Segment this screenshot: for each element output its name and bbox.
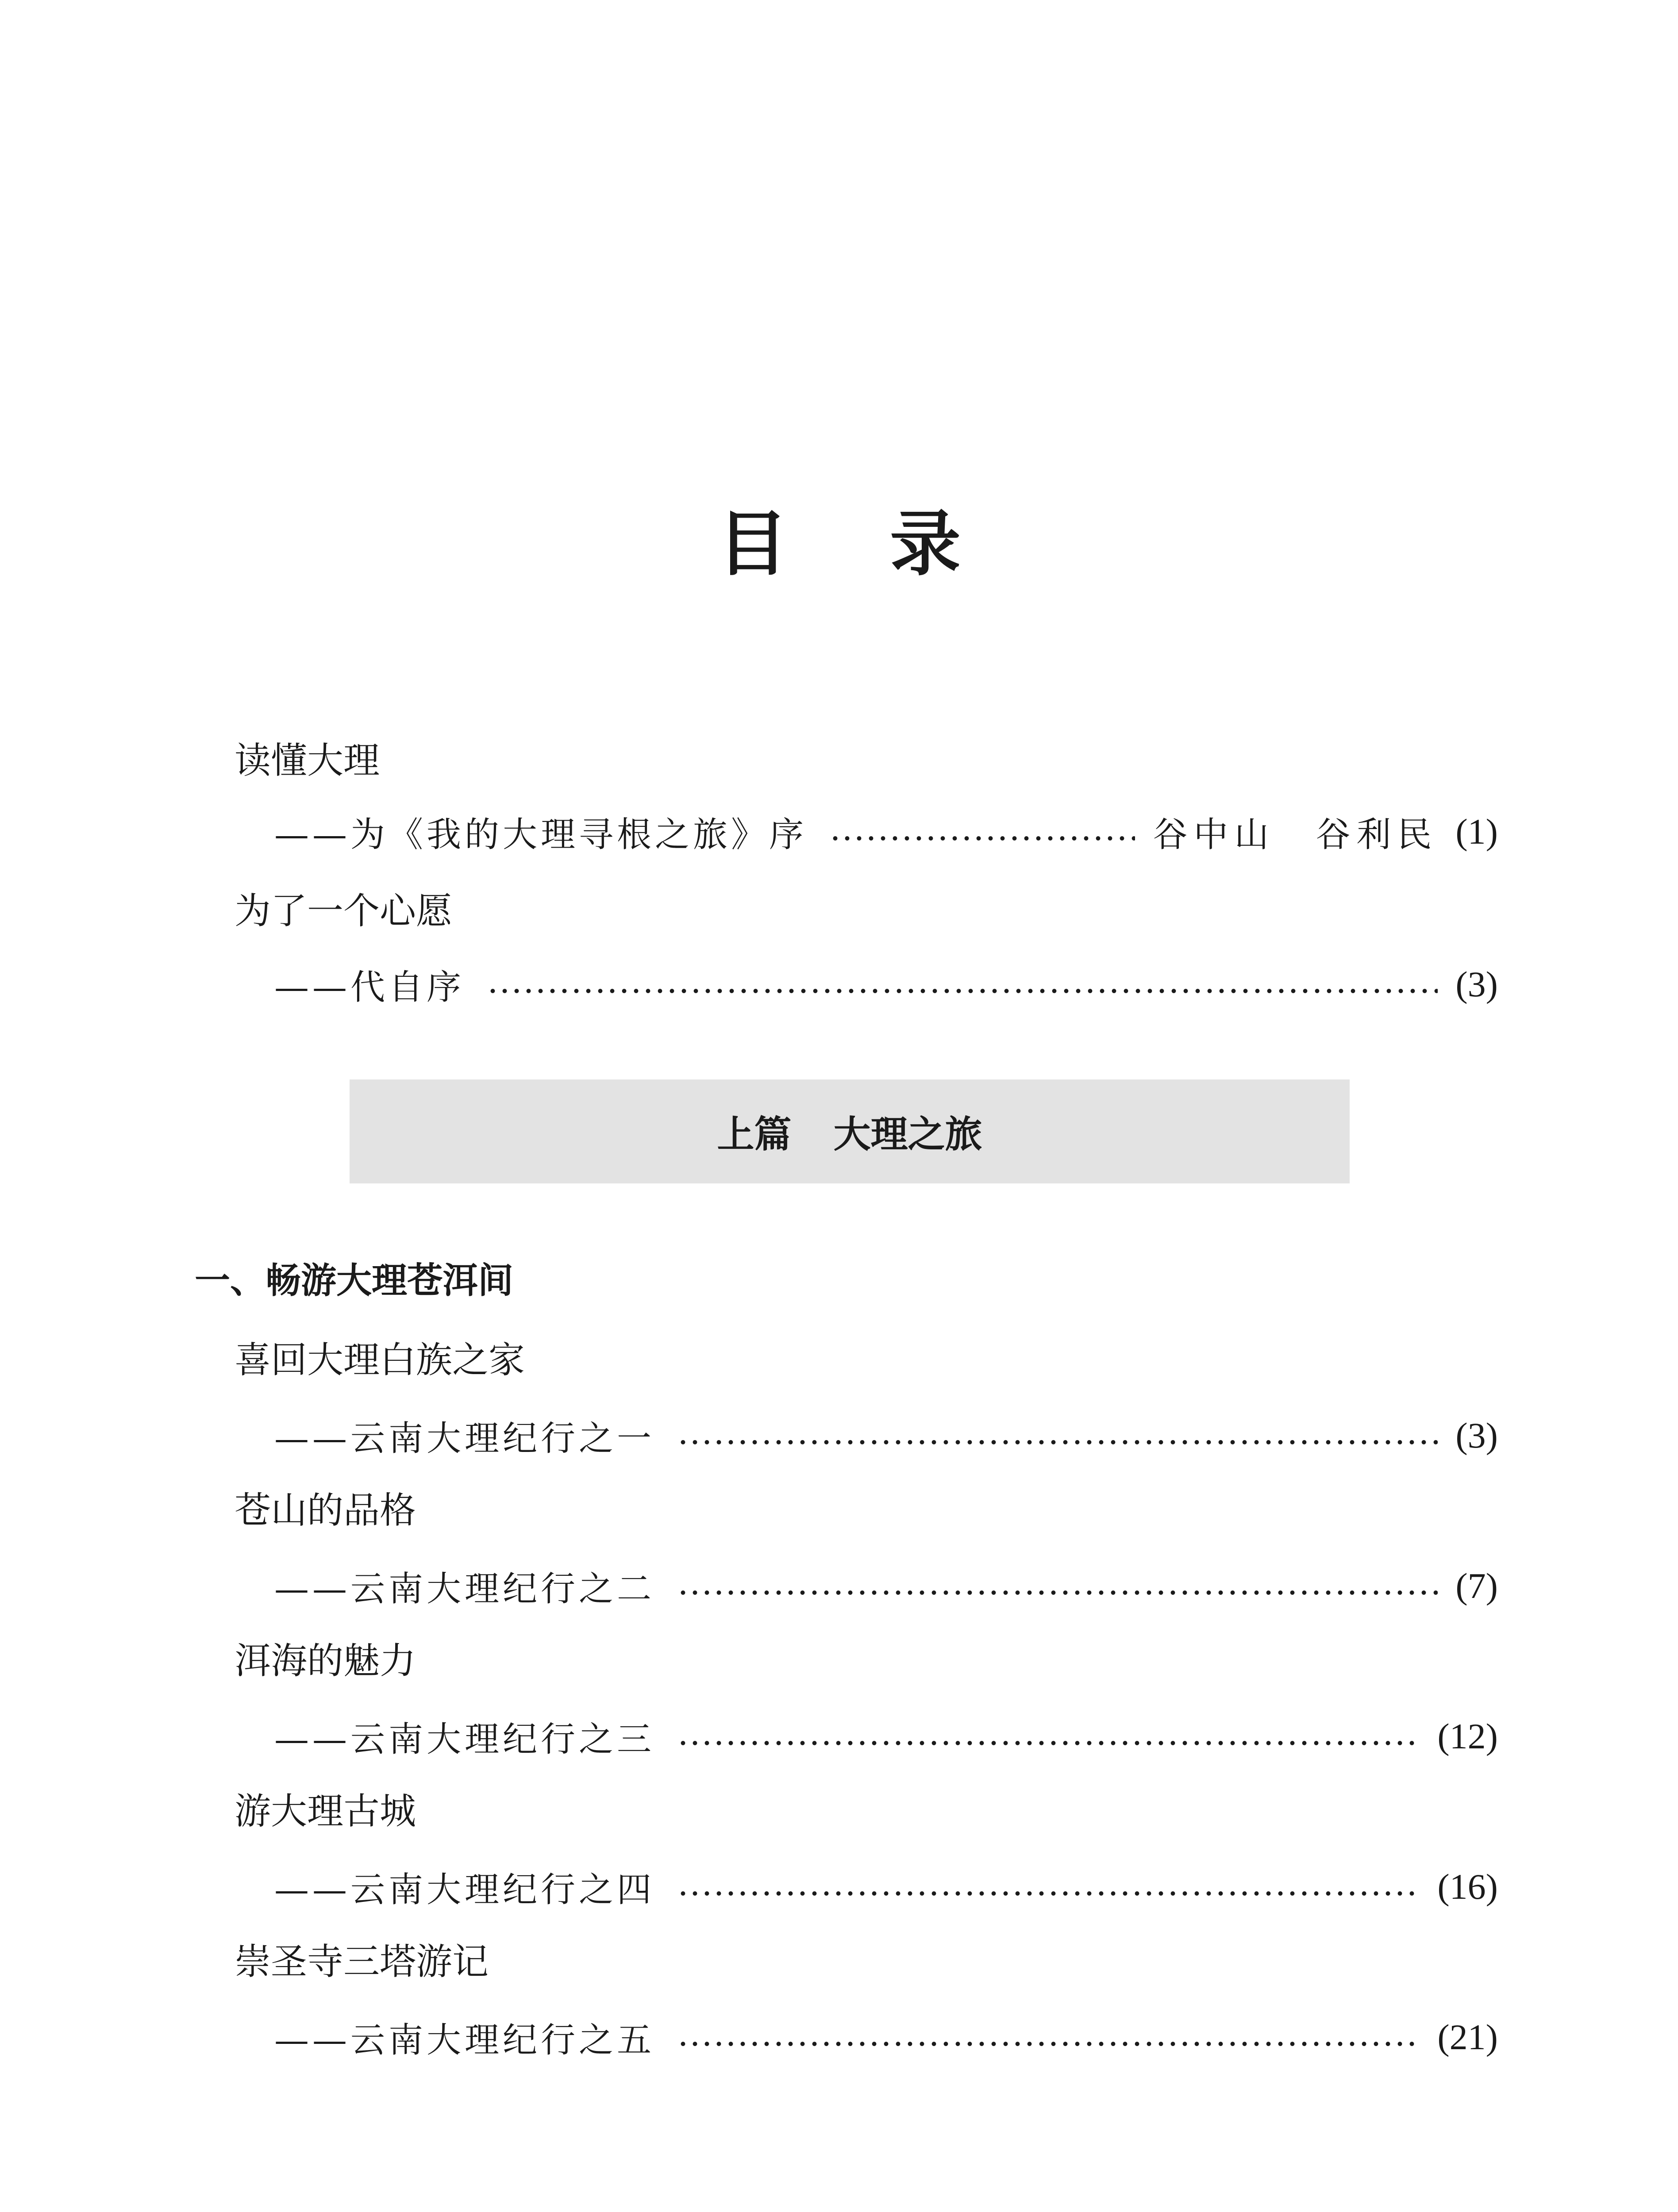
toc-entry-title[interactable]: 崇圣寺三塔游记 (235, 1941, 489, 1983)
toc-entry-title[interactable]: 为了一个心愿 (235, 890, 453, 932)
toc-entry-subtitle: ——云南大理纪行之二 (274, 1569, 655, 1609)
title-char-2: 录 (890, 503, 961, 585)
toc-entry-row[interactable] (274, 807, 1498, 856)
toc-entry-page: (12) (1437, 1716, 1498, 1756)
toc-entry-subtitle: ——云南大理纪行之五 (274, 2020, 655, 2060)
toc-entry-row[interactable] (274, 2013, 1498, 2062)
toc-entry-page: (7) (1455, 1566, 1498, 1606)
part-label: 上篇 (717, 1113, 792, 1156)
dot-leader (677, 1739, 1420, 1747)
dot-leader (677, 1588, 1438, 1597)
toc-entry-title[interactable]: 读懂大理 (235, 740, 380, 782)
part-name: 大理之旅 (833, 1113, 982, 1156)
toc-entry-page: (21) (1437, 2017, 1498, 2057)
toc-entry-subtitle: ——为《我的大理寻根之旅》序 (274, 815, 808, 855)
toc-entry-row[interactable] (274, 960, 1498, 1009)
toc-entry-row[interactable] (274, 1411, 1498, 1460)
dot-leader (829, 834, 1135, 843)
toc-entry-page: (3) (1455, 964, 1498, 1004)
toc-entry-row[interactable] (274, 1712, 1498, 1761)
toc-entry-page: (1) (1455, 811, 1498, 852)
toc-entry-row[interactable] (274, 1863, 1498, 1911)
toc-entry-subtitle: ——代自序 (274, 968, 465, 1007)
dot-leader (677, 2039, 1420, 2048)
toc-entry-title[interactable]: 洱海的魅力 (235, 1640, 416, 1682)
toc-entry-subtitle: ——云南大理纪行之一 (274, 1419, 655, 1459)
section-heading[interactable]: 一、畅游大理苍洱间 (195, 1260, 513, 1301)
toc-entry-title[interactable]: 游大理古城 (235, 1790, 416, 1832)
toc-entry-page: (3) (1455, 1415, 1498, 1455)
toc-entry-row[interactable] (274, 1562, 1498, 1610)
toc-entry-title[interactable]: 喜回大理白族之家 (235, 1339, 525, 1381)
toc-entry-title[interactable]: 苍山的品格 (235, 1490, 416, 1532)
dot-leader (487, 987, 1438, 995)
toc-entry-subtitle: ——云南大理纪行之三 (274, 1720, 655, 1759)
part-banner (350, 1079, 1350, 1183)
toc-entry-page: (16) (1437, 1866, 1498, 1907)
page-title (0, 495, 1678, 593)
toc-entry-author: 谷中山 谷利民 (1153, 815, 1438, 855)
toc-entry-subtitle: ——云南大理纪行之四 (274, 1870, 655, 1910)
dot-leader (677, 1889, 1420, 1898)
dot-leader (677, 1438, 1438, 1447)
title-char-1: 目 (717, 503, 788, 585)
